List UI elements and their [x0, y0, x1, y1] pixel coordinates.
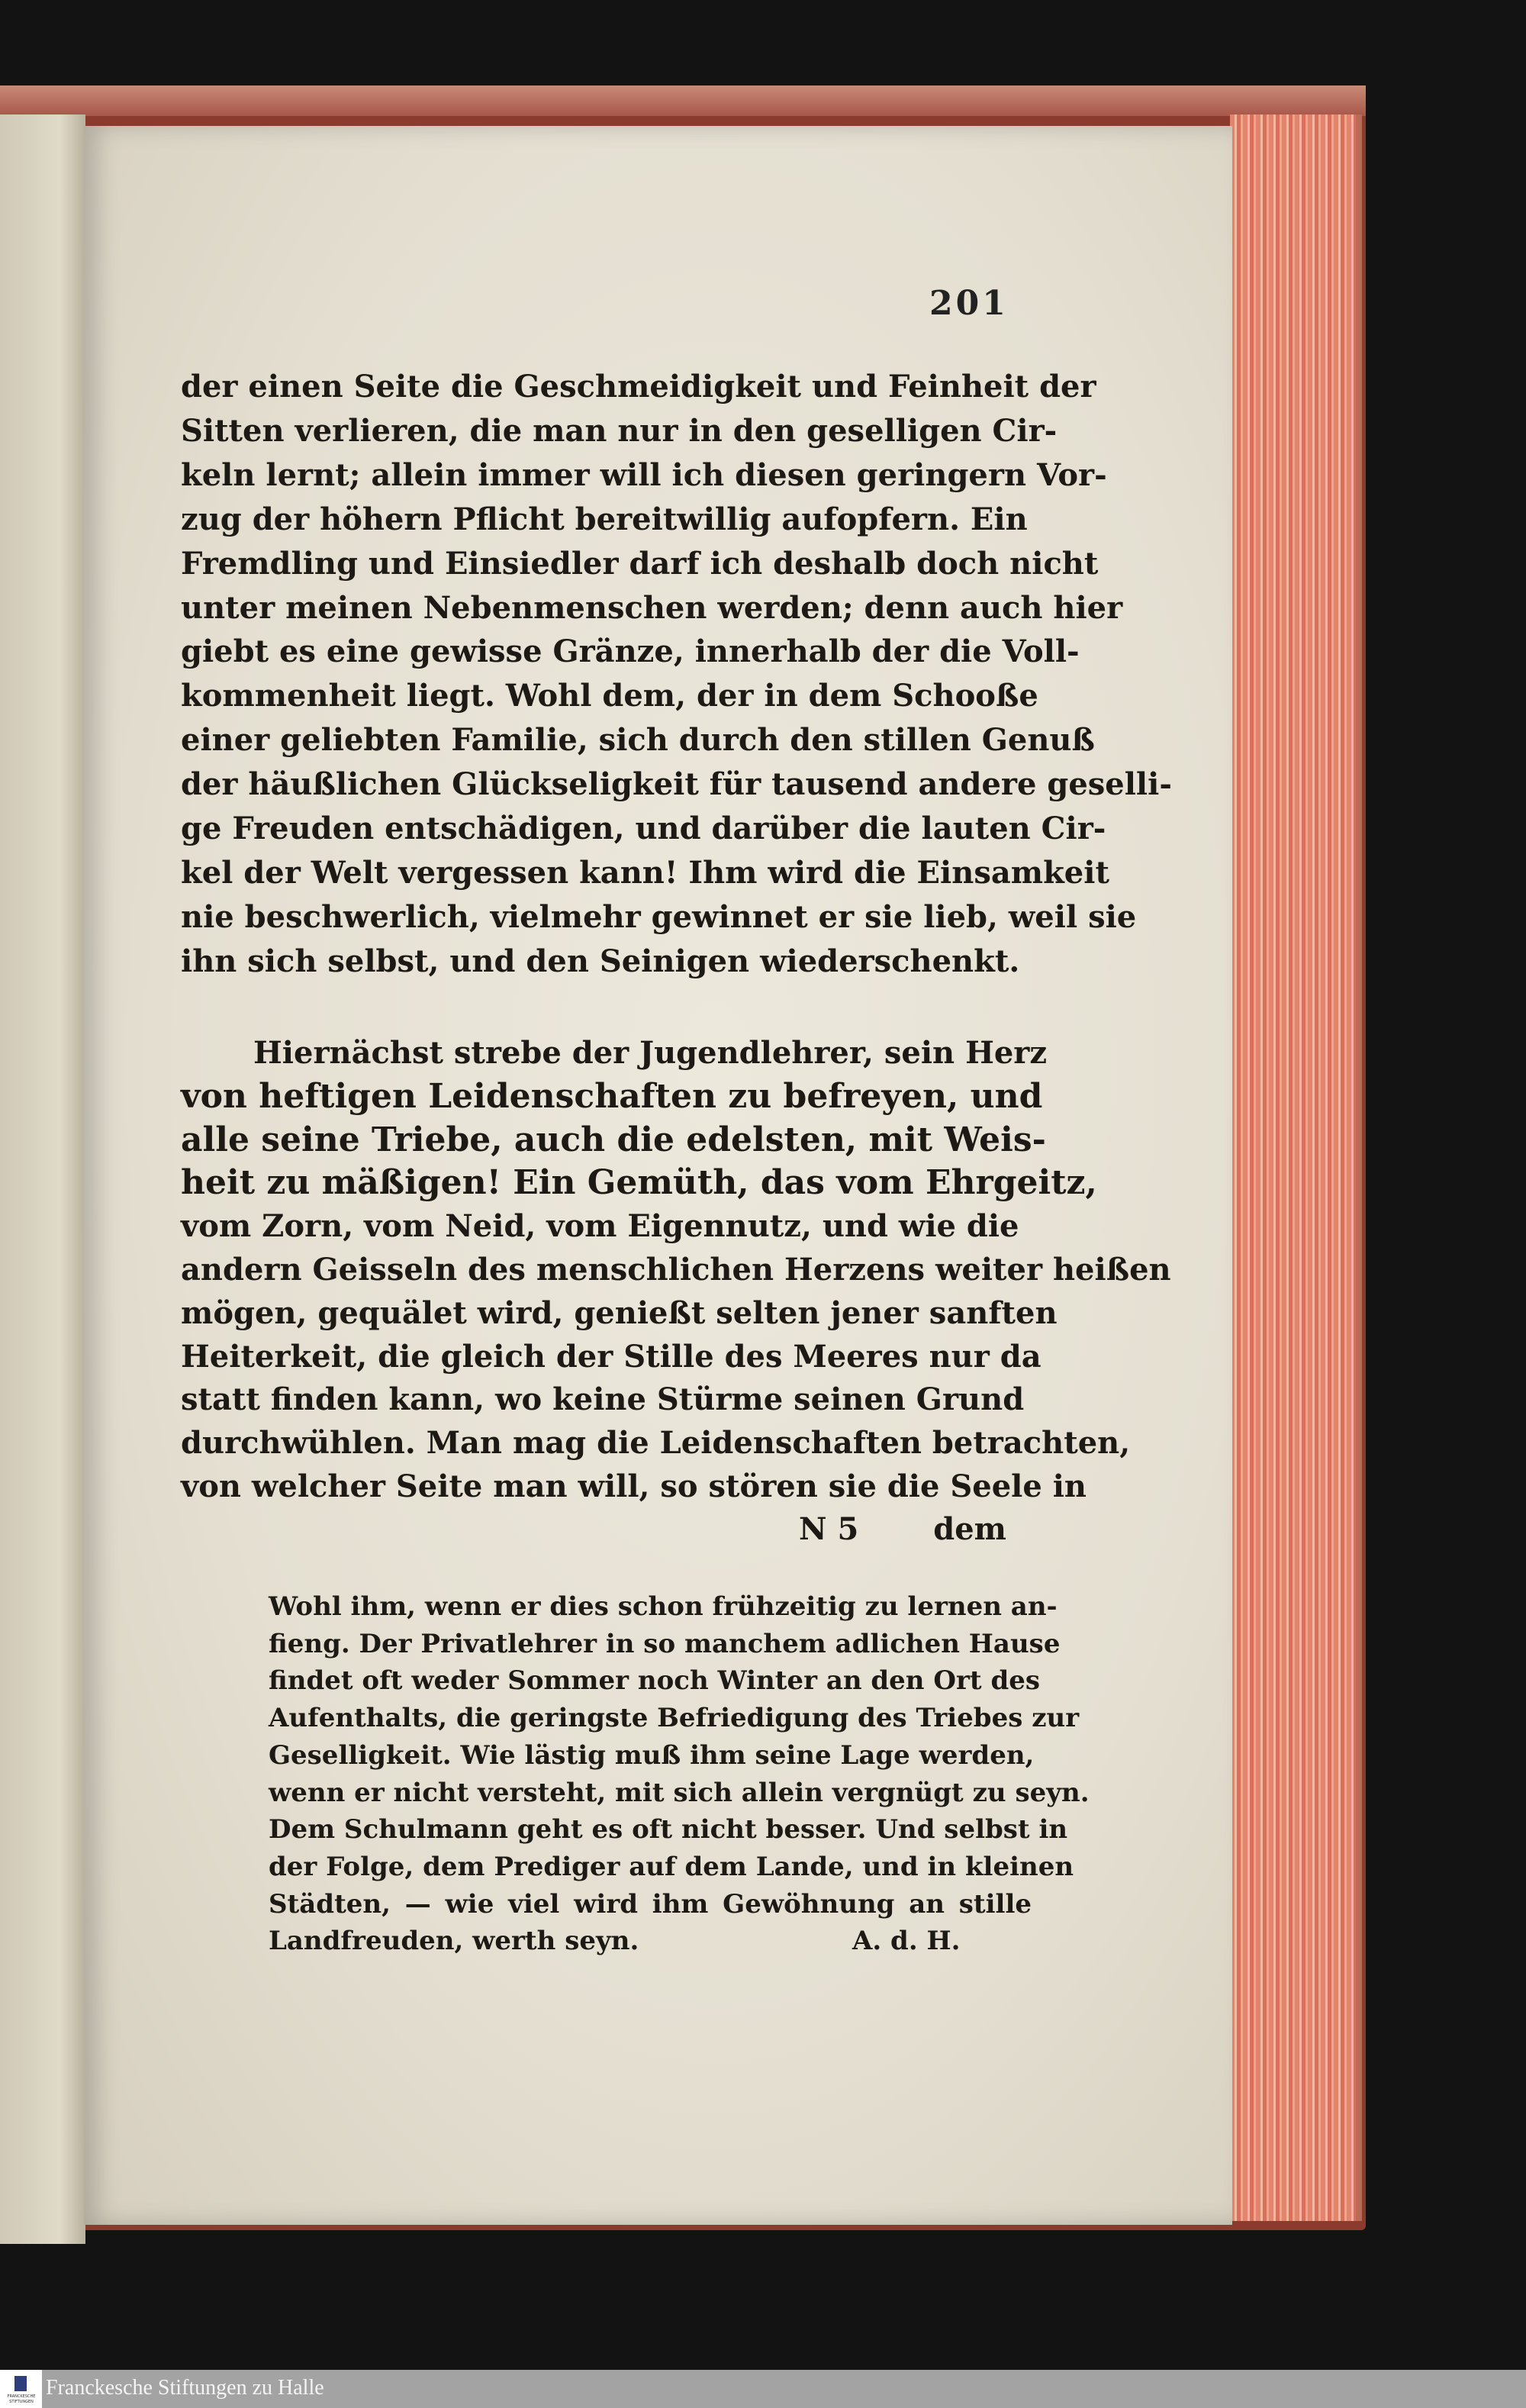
facing-page-edge — [0, 114, 85, 2244]
text-line: findet oft weder Sommer noch Winter an den Ort des — [269, 1665, 1040, 1697]
text-line: durchwühlen. Man mag die Leidenschaften betrachten, — [181, 1425, 1131, 1462]
text-line: statt finden kann, wo keine Stürme seinen Grund — [181, 1381, 1025, 1418]
text-line: Landfreuden, werth seyn. — [269, 1926, 639, 1957]
text-line: wenn er nicht versteht, mit sich allein vergnügt zu seyn. — [269, 1777, 1090, 1808]
text-line: von welcher Seite man will, so stören sie die Seele in — [181, 1468, 1087, 1504]
text-line: andern Geisseln des menschlichen Herzens weiter heißen — [181, 1251, 1171, 1288]
footnote — [269, 1588, 1090, 1960]
text-line: nie beschwerlich, vielmehr gewinnet er sie lieb, weil sie — [181, 898, 1137, 935]
text-line: von heftigen Leidenschaften zu befreyen, und — [181, 1076, 1043, 1116]
institution-logo — [0, 2370, 42, 2408]
text-line: der häußlichen Glückseligkeit für tausend andere geselli- — [181, 766, 1172, 803]
logo-text: FRANCKESCHE STIFTUNGEN — [7, 2394, 36, 2404]
page-number: 201 — [929, 284, 1009, 323]
book-cover-top-edge — [0, 85, 1366, 116]
text-line: Fremdling und Einsiedler darf ich deshalb doch nicht — [181, 545, 1099, 582]
institution-name: Franckesche Stiftungen zu Halle — [46, 2376, 324, 2400]
text-line: heit zu mäßigen! Ein Gemüth, das vom Ehrgeitz, — [181, 1163, 1097, 1203]
logo-figure-icon — [14, 2376, 27, 2391]
text-line: kommenheit liegt. Wohl dem, der in dem Schooße — [181, 678, 1038, 714]
text-line: mögen, gequälet wird, genießt selten jener sanften — [181, 1294, 1058, 1331]
text-line: kel der Welt vergessen kann! Ihm wird die Einsamkeit — [181, 854, 1109, 891]
text-line: ihn sich selbst, und den Seinigen wiederschenkt. — [181, 943, 1020, 979]
footer-bar — [0, 2370, 1526, 2408]
signature-mark: N 5 — [799, 1511, 859, 1547]
text-line: Wohl ihm, wenn er dies schon frühzeitig zu lernen an- — [269, 1591, 1058, 1622]
paragraph-1 — [181, 365, 1172, 984]
catchword-line — [181, 1511, 1006, 1554]
text-line: Geselligkeit. Wie lästig muß ihm seine Lage werden, — [269, 1739, 1035, 1771]
text-line: einer geliebten Familie, sich durch den stillen Genuß — [181, 722, 1095, 759]
text-line: unter meinen Nebenmenschen werden; denn auch hier — [181, 589, 1123, 626]
text-line: vom Zorn, vom Neid, vom Eigennutz, und wie die — [181, 1208, 1019, 1245]
paragraph-2 — [181, 1032, 1171, 1509]
text-line: Sitten verlieren, die man nur in den geselligen Cir- — [181, 412, 1058, 449]
footnote-author: A. d. H. — [852, 1926, 961, 1956]
red-page-edges — [1230, 114, 1362, 2221]
text-line: Dem Schulmann geht es oft nicht besser. Und selbst in — [269, 1814, 1068, 1845]
text-line: ge Freuden entschädigen, und darüber die lauten Cir- — [181, 811, 1106, 847]
text-line: fieng. Der Privatlehrer in so manchem adlichen Hause — [269, 1628, 1061, 1659]
text-line: Hiernächst strebe der Jugendlehrer, sein Herz — [253, 1035, 1048, 1071]
text-line: alle seine Triebe, auch die edelsten, mit Weis- — [181, 1120, 1046, 1159]
text-line: Heiterkeit, die gleich der Stille des Meeres nur da — [181, 1338, 1041, 1375]
text-line: der Folge, dem Prediger auf dem Lande, und in kleinen — [269, 1851, 1074, 1882]
text-line: giebt es eine gewisse Gränze, innerhalb der die Voll- — [181, 633, 1080, 670]
text-line: keln lernt; allein immer will ich diesen geringern Vor- — [181, 456, 1107, 493]
text-line: Aufenthalts, die geringste Befriedigung des Triebes zur — [269, 1703, 1080, 1734]
text-line: Städten, — wie viel wird ihm Gewöhnung an stille — [269, 1888, 1032, 1920]
catchword: dem — [933, 1511, 1006, 1547]
text-line: zug der höhern Pflicht bereitwillig aufopfern. Ein — [181, 501, 1028, 537]
text-line: der einen Seite die Geschmeidigkeit und Feinheit der — [181, 369, 1096, 405]
